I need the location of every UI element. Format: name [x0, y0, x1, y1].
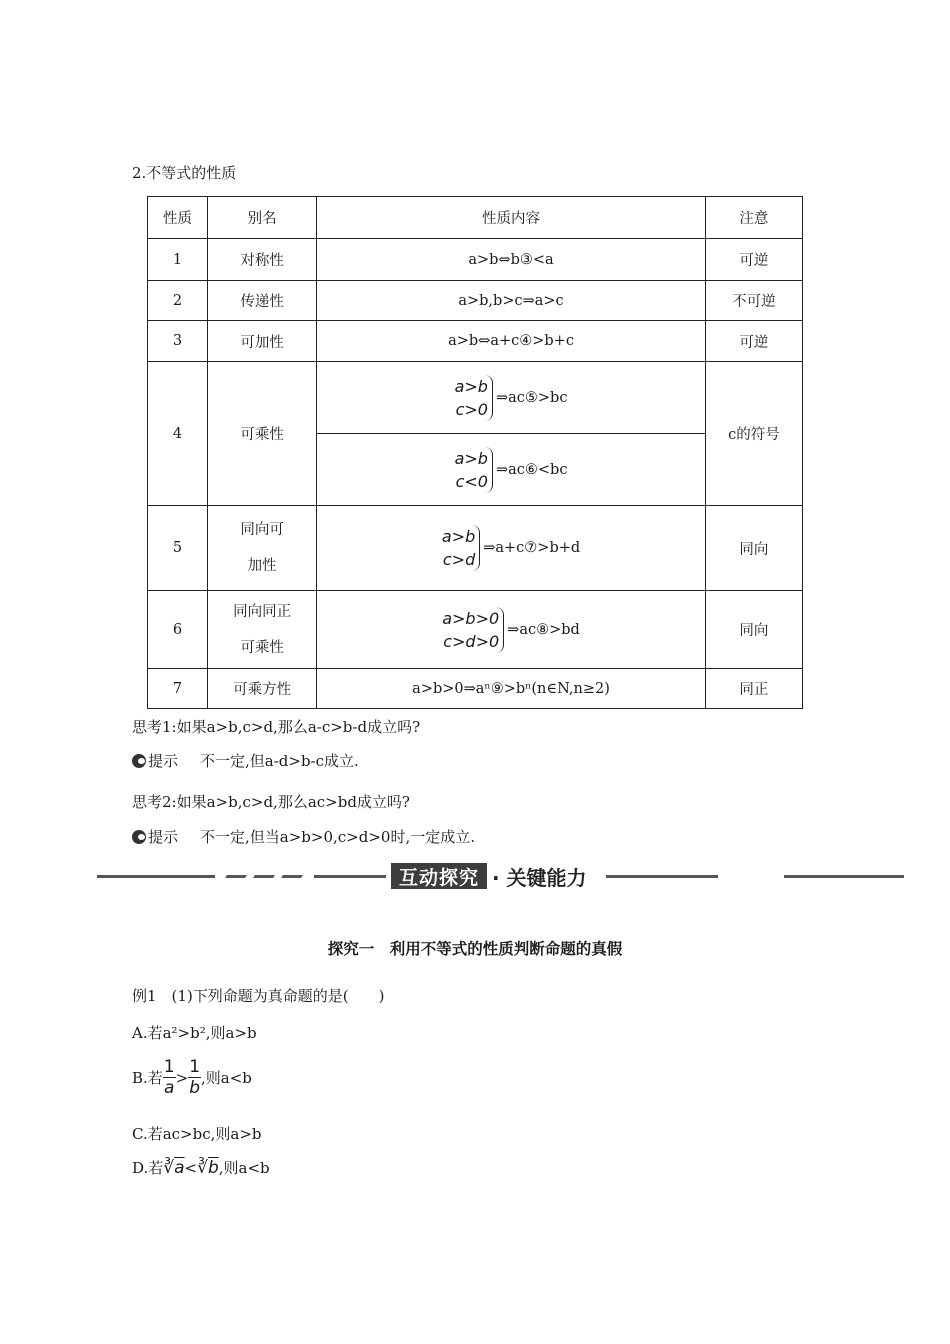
banner-rule [314, 875, 386, 878]
table-row [148, 506, 803, 591]
row-note: 可逆 [705, 321, 802, 362]
row-alias: 对称性 [208, 239, 317, 281]
row-content: a>b⇔b③<a [317, 239, 706, 281]
hint-label: 提示 [148, 752, 179, 770]
table-row [148, 669, 803, 709]
radical: $∛\overline{b}$ [197, 1158, 219, 1178]
row-content-system: a>b c>0 ⇒ac⑤>bc [317, 362, 706, 434]
row-note: 同向 [705, 591, 802, 669]
row-alias: 可乘性 [208, 362, 317, 506]
hint-1 [132, 750, 359, 771]
banner-dash [253, 875, 275, 878]
banner-box: 互动探究 [391, 863, 487, 889]
row-content-system: a>b c>d ⇒a+c⑦>b+d [317, 506, 706, 591]
row-content-system: a>b>0 c>d>0 ⇒ac⑧>bd [317, 591, 706, 669]
header-cell: 别名 [208, 197, 317, 239]
row-content: a>b⇔a+c④>b+c [317, 321, 706, 362]
row-note: 同向 [705, 506, 802, 591]
option-a: A.若a²>b²,则a>b [132, 1024, 257, 1042]
row-num: 6 [148, 591, 208, 669]
row-alias: 同向同正 可乘性 [208, 591, 317, 669]
radical: $∛\overline{a}$ [163, 1158, 185, 1178]
row-num: 4 [148, 362, 208, 506]
row-content-system: a>b c<0 ⇒ac⑥<bc [317, 434, 706, 506]
banner-rule [606, 875, 718, 878]
row-num: 5 [148, 506, 208, 591]
fraction: $\frac{1}{b}$ [189, 1057, 201, 1098]
banner-rule [97, 875, 215, 878]
section-banner [0, 858, 950, 894]
header-cell: 注意 [705, 197, 802, 239]
explore-title: 探究一 利用不等式的性质判断命题的真假 [327, 940, 623, 958]
table-row [148, 239, 803, 281]
row-note: 不可逆 [705, 281, 802, 321]
hint-icon [132, 754, 146, 768]
table-row [148, 362, 803, 434]
think-question-2: 思考2:如果a>b,c>d,那么ac>bd成立吗? [132, 793, 410, 811]
row-alias: 可加性 [208, 321, 317, 362]
example-stem: 例1 (1)下列命题为真命题的是( ) [132, 987, 385, 1005]
row-num: 1 [148, 239, 208, 281]
think-question-1: 思考1:如果a>b,c>d,那么a-c>b-d成立吗? [132, 718, 421, 736]
properties-table [147, 196, 803, 709]
row-num: 7 [148, 669, 208, 709]
hint-text: 不一定,但当a>b>0,c>d>0时,一定成立. [200, 828, 475, 846]
banner-dash [281, 875, 303, 878]
table-row [148, 321, 803, 362]
row-content: a>b,b>c⇒a>c [317, 281, 706, 321]
hint-text: 不一定,但a-d>b-c成立. [200, 752, 359, 770]
row-num: 2 [148, 281, 208, 321]
row-alias: 同向可 加性 [208, 506, 317, 591]
header-cell: 性质 [148, 197, 208, 239]
option-c: C.若ac>bc,则a>b [132, 1125, 262, 1143]
row-alias: 传递性 [208, 281, 317, 321]
banner-rule [784, 875, 904, 878]
option-b: B.若 $\frac{1}{a}$ > $\frac{1}{b}$ ,则a<b [132, 1057, 252, 1098]
option-d: D.若$∛\overline{a}<∛\overline{b}$,则a<b [132, 1158, 270, 1178]
banner-text: · 关键能力 [492, 866, 587, 890]
row-num: 3 [148, 321, 208, 362]
table-row [148, 281, 803, 321]
row-content: a>b>0⇒aⁿ⑨>bⁿ(n∈N,n≥2) [317, 669, 706, 709]
table-header-row [148, 197, 803, 239]
row-note: 同正 [705, 669, 802, 709]
table-row [148, 591, 803, 669]
fraction: $\frac{1}{a}$ [163, 1057, 175, 1098]
hint-icon [132, 830, 146, 844]
banner-dash [225, 875, 247, 878]
hint-label: 提示 [148, 828, 179, 846]
row-note: 可逆 [705, 239, 802, 281]
row-alias: 可乘方性 [208, 669, 317, 709]
row-note: c的符号 [705, 362, 802, 506]
hint-2 [132, 826, 475, 847]
section-title: 2.不等式的性质 [132, 164, 237, 182]
header-cell: 性质内容 [317, 197, 706, 239]
